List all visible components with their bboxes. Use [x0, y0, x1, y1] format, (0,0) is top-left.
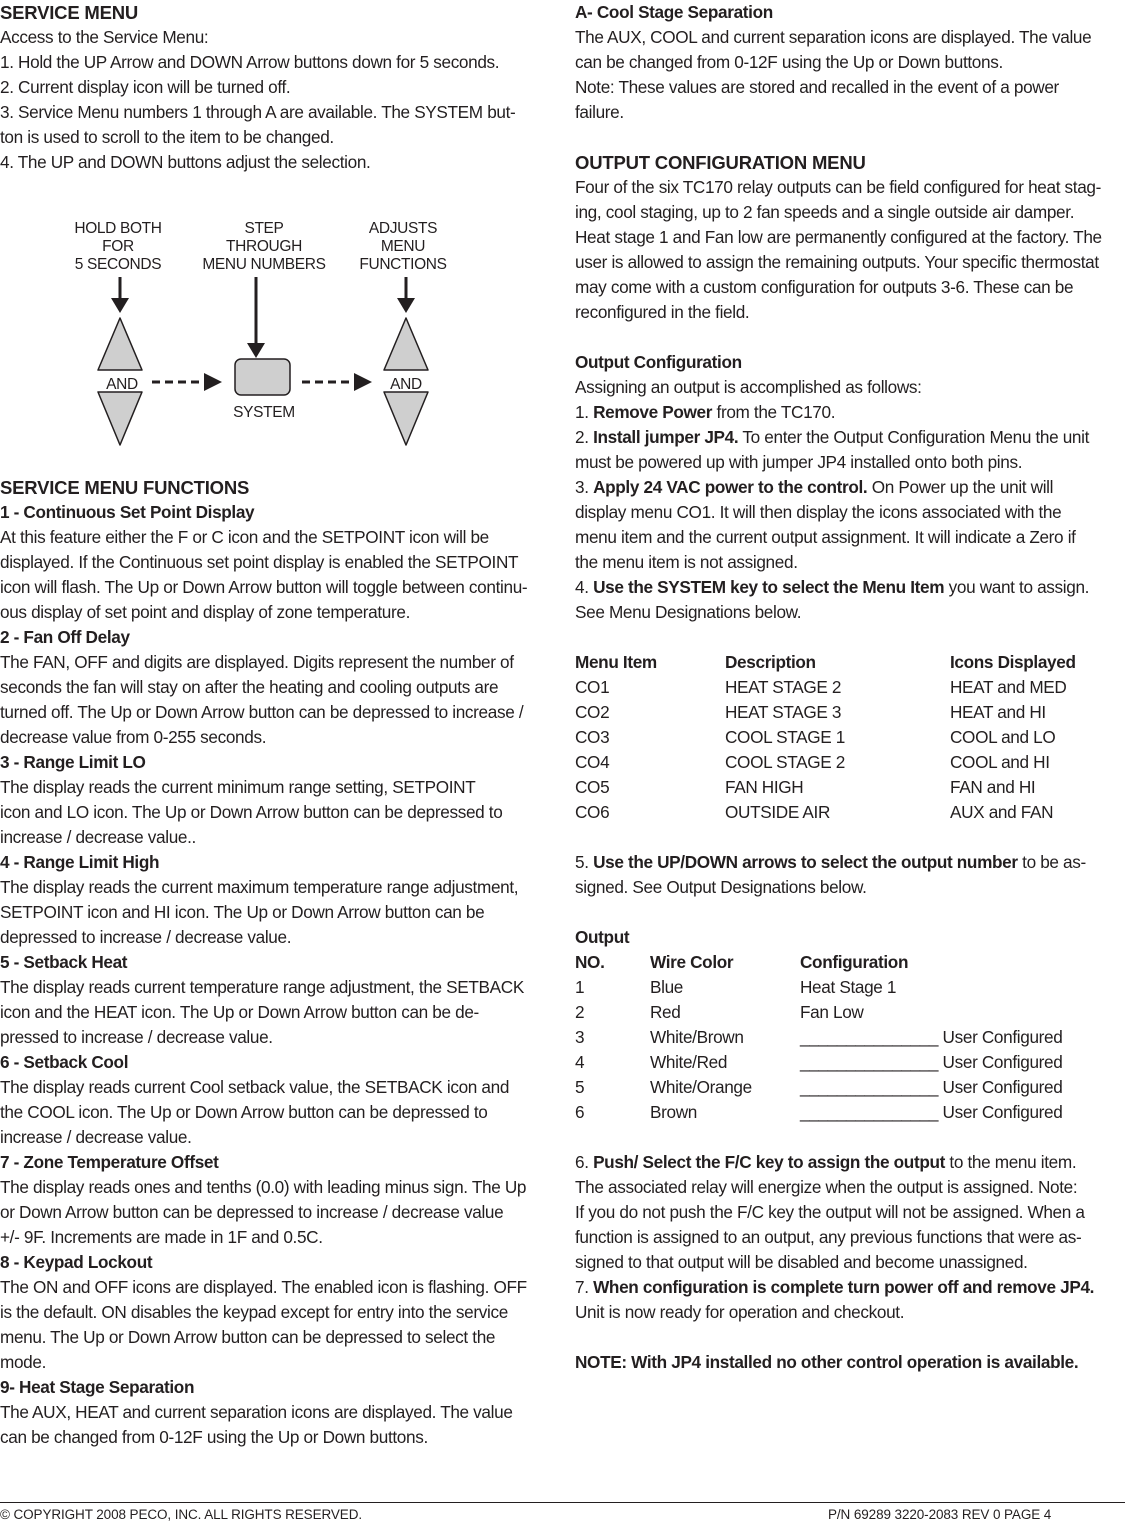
config-step-4-cont: See Menu Designations below.	[575, 602, 802, 622]
function-line: displayed. If the Continuous set point display is enabled the SETPOINT	[0, 552, 519, 572]
table-row	[575, 1050, 1125, 1075]
down-arrow-button[interactable]	[384, 392, 428, 445]
table-cell: COOL and HI	[950, 752, 1050, 772]
config-step-6-cont: If you do not push the F/C key the output will not be assigned. When a	[575, 1202, 1085, 1222]
label-adjust-line: ADJUSTS	[368, 220, 438, 237]
right-column	[575, 0, 1125, 1375]
label-hold-line: 5 SECONDS	[74, 256, 162, 273]
function-line: At this feature either the F or C icon and the SETPOINT icon will be	[0, 527, 489, 547]
jp4-note: NOTE: With JP4 installed no other control operation is available.	[575, 1352, 1079, 1372]
function-line: depressed to increase / decrease value.	[0, 927, 292, 947]
service-menu-heading: SERVICE MENU	[0, 2, 139, 23]
service-step: ton is used to scroll to the item to be changed.	[0, 127, 334, 147]
function-line: The ON and OFF icons are displayed. The enabled icon is flashing. OFF	[0, 1277, 527, 1297]
config-step-7-cont: Unit is now ready for operation and checkout.	[575, 1302, 905, 1322]
output-config-intro: Assigning an output is accomplished as follows:	[575, 377, 922, 397]
config-step-3-cont: the menu item is not assigned.	[575, 552, 798, 572]
table-row	[575, 1000, 1125, 1025]
table-cell: Brown	[650, 1102, 697, 1122]
table-cell: _______________ User Configured	[800, 1077, 1063, 1097]
left-column	[0, 0, 552, 1450]
functions-heading: SERVICE MENU FUNCTIONS	[0, 477, 250, 498]
table-cell: White/Red	[650, 1052, 728, 1072]
function-title: 9- Heat Stage Separation	[0, 1377, 195, 1397]
label-step-line: MENU NUMBERS	[202, 256, 326, 273]
function-line: SETPOINT icon and HI icon. The Up or Down Arrow button can be	[0, 902, 485, 922]
function-title: 6 - Setback Cool	[0, 1052, 129, 1072]
table-row	[575, 775, 1125, 800]
dashed-arrow-icon	[302, 373, 372, 391]
function-title: 7 - Zone Temperature Offset	[0, 1152, 219, 1172]
table-cell: 5	[575, 1077, 585, 1097]
function-line: can be changed from 0-12F using the Up or Down buttons.	[0, 1427, 428, 1447]
function-title: 3 - Range Limit LO	[0, 752, 146, 772]
table-cell: Icons Displayed	[950, 652, 1076, 672]
cool-stage-line: can be changed from 0-12F using the Up or Down buttons.	[575, 52, 1003, 72]
table-cell: 1	[575, 977, 585, 997]
table-row	[575, 750, 1125, 775]
table-cell: Fan Low	[800, 1002, 864, 1022]
table-cell: HEAT and HI	[950, 702, 1046, 722]
function-title: 8 - Keypad Lockout	[0, 1252, 153, 1272]
function-line: The display reads current Cool setback value, the SETBACK icon and	[0, 1077, 510, 1097]
table-cell: 3	[575, 1027, 585, 1047]
button-diagram	[0, 190, 552, 470]
function-line: icon and the HEAT icon. The Up or Down Arrow button can be de-	[0, 1002, 479, 1022]
function-line: The FAN, OFF and digits are displayed. Digits represent the number of	[0, 652, 514, 672]
table-cell: Configuration	[800, 952, 909, 972]
table-cell: AUX and FAN	[950, 802, 1054, 822]
table-cell: Description	[725, 652, 816, 672]
config-step-6-cont: function is assigned to an output, any previous functions that were as-	[575, 1227, 1082, 1247]
table-row	[575, 1075, 1125, 1100]
functions-list	[0, 500, 552, 1450]
config-step-3: 3. Apply 24 VAC power to the control. On Power up the unit will	[575, 477, 1054, 497]
table-cell: HEAT STAGE 3	[725, 702, 842, 722]
function-line: the COOL icon. The Up or Down Arrow button can be depressed to	[0, 1102, 488, 1122]
table-row	[575, 700, 1125, 725]
service-menu-intro: Access to the Service Menu:	[0, 27, 209, 47]
table-cell: Blue	[650, 977, 684, 997]
table-cell: White/Brown	[650, 1027, 744, 1047]
table-cell: White/Orange	[650, 1077, 752, 1097]
service-step: 2. Current display icon will be turned off.	[0, 77, 291, 97]
label-hold-line: HOLD BOTH	[74, 220, 162, 237]
table-row	[575, 975, 1125, 1000]
function-line: increase / decrease value.	[0, 1127, 192, 1147]
function-line: or Down Arrow button can be depressed to increase / decrease value	[0, 1202, 504, 1222]
table-row	[575, 1100, 1125, 1125]
table-cell: CO4	[575, 752, 610, 772]
config-step-7: 7. When configuration is complete turn power off and remove JP4.	[575, 1277, 1095, 1297]
down-arrow-button[interactable]	[98, 392, 142, 445]
service-step: 1. Hold the UP Arrow and DOWN Arrow buttons down for 5 seconds.	[0, 52, 500, 72]
arrow-down-icon	[397, 277, 415, 313]
table-cell: FAN HIGH	[725, 777, 804, 797]
up-arrow-button[interactable]	[384, 318, 428, 370]
function-line: turned off. The Up or Down Arrow button can be depressed to increase /	[0, 702, 524, 722]
table-cell: COOL STAGE 2	[725, 752, 845, 772]
table-cell: CO6	[575, 802, 610, 822]
function-line: ous display of set point and display of zone temperature.	[0, 602, 410, 622]
output-menu-line: Heat stage 1 and Fan low are permanently configured at the factory. The	[575, 227, 1102, 247]
output-menu-line: Four of the six TC170 relay outputs can be field configured for heat stag-	[575, 177, 1102, 197]
table-row	[575, 1025, 1125, 1050]
function-title: 5 - Setback Heat	[0, 952, 128, 972]
table-cell: 2	[575, 1002, 585, 1022]
table-cell: Red	[650, 1002, 681, 1022]
cool-stage-title: A- Cool Stage Separation	[575, 2, 773, 22]
output-menu-heading: OUTPUT CONFIGURATION MENU	[575, 152, 866, 173]
table-cell: HEAT STAGE 2	[725, 677, 842, 697]
footer-copyright: © COPYRIGHT 2008 PECO, INC. ALL RIGHTS RESERVED.	[0, 1507, 363, 1522]
config-step-5: 5. Use the UP/DOWN arrows to select the output number to be as-	[575, 852, 1086, 872]
config-step-2-cont: must be powered up with jumper JP4 installed onto both pins.	[575, 452, 1023, 472]
table-header-row	[575, 650, 1125, 675]
config-step-4: 4. Use the SYSTEM key to select the Menu Item you want to assign.	[575, 577, 1090, 597]
config-step-3-cont: display menu CO1. It will then display the icons associated with the	[575, 502, 1062, 522]
label-step-line: THROUGH	[226, 238, 302, 255]
table-cell: Wire Color	[650, 952, 734, 972]
service-step: 4. The UP and DOWN buttons adjust the selection.	[0, 152, 371, 172]
function-line: is the default. ON disables the keypad except for entry into the service	[0, 1302, 508, 1322]
function-line: menu. The Up or Down Arrow button can be depressed to select the	[0, 1327, 496, 1347]
table-cell: FAN and HI	[950, 777, 1036, 797]
function-line: The display reads ones and tenths (0.0) with leading minus sign. The Up	[0, 1177, 527, 1197]
table-cell: CO1	[575, 677, 610, 697]
config-step-6-cont: The associated relay will energize when the output is assigned. Note:	[575, 1177, 1078, 1197]
function-line: icon and LO icon. The Up or Down Arrow button can be depressed to	[0, 802, 503, 822]
config-step-3-cont: menu item and the current output assignment. It will indicate a Zero if	[575, 527, 1076, 547]
config-step-6-cont: signed to that output will be disabled and become unassigned.	[575, 1252, 1028, 1272]
function-line: increase / decrease value..	[0, 827, 196, 847]
table-cell: COOL and LO	[950, 727, 1056, 747]
cool-stage-line: Note: These values are stored and recalled in the event of a power	[575, 77, 1059, 97]
function-line: The AUX, HEAT and current separation icons are displayed. The value	[0, 1402, 513, 1422]
table-row	[575, 725, 1125, 750]
table-row	[575, 675, 1125, 700]
function-title: 1 - Continuous Set Point Display	[0, 502, 255, 522]
footer-divider	[0, 1502, 1125, 1503]
table-cell: CO2	[575, 702, 610, 722]
table-cell: 6	[575, 1102, 585, 1122]
table-cell: _______________ User Configured	[800, 1052, 1063, 1072]
function-title: 4 - Range Limit High	[0, 852, 160, 872]
config-step-6: 6. Push/ Select the F/C key to assign the output to the menu item.	[575, 1152, 1077, 1172]
output-table-header-top: Output	[575, 927, 630, 947]
cool-stage-line: failure.	[575, 102, 624, 122]
config-step-5-cont: signed. See Output Designations below.	[575, 877, 867, 897]
menu-designations-table	[575, 650, 1125, 825]
cool-stage-line: The AUX, COOL and current separation icons are displayed. The value	[575, 27, 1092, 47]
label-hold-line: FOR	[102, 238, 134, 255]
function-line: decrease value from 0-255 seconds.	[0, 727, 267, 747]
function-line: seconds the fan will stay on after the heating and cooling outputs are	[0, 677, 499, 697]
function-line: mode.	[0, 1352, 47, 1372]
table-cell: 4	[575, 1052, 585, 1072]
system-label: SYSTEM	[233, 404, 295, 421]
table-header-row	[575, 950, 1125, 975]
label-step-line: STEP	[244, 220, 284, 237]
table-cell: Menu Item	[575, 652, 657, 672]
table-cell: CO5	[575, 777, 610, 797]
table-cell: COOL STAGE 1	[725, 727, 845, 747]
table-cell: CO3	[575, 727, 610, 747]
function-line: The display reads the current minimum range setting, SETPOINT	[0, 777, 476, 797]
and-label: AND	[106, 376, 138, 393]
function-title: 2 - Fan Off Delay	[0, 627, 130, 647]
function-line: The display reads current temperature range adjustment, the SETBACK	[0, 977, 524, 997]
function-line: pressed to increase / decrease value.	[0, 1027, 273, 1047]
output-designations-table	[575, 950, 1125, 1125]
service-step: 3. Service Menu numbers 1 through A are available. The SYSTEM but-	[0, 102, 516, 122]
output-menu-line: reconfigured in the field.	[575, 302, 750, 322]
arrow-down-icon	[111, 277, 129, 313]
table-cell: _______________ User Configured	[800, 1102, 1063, 1122]
table-cell: HEAT and MED	[950, 677, 1067, 697]
output-menu-line: may come with a custom configuration for outputs 3-6. These can be	[575, 277, 1074, 297]
table-cell: Heat Stage 1	[800, 977, 897, 997]
output-menu-line: ing, cool staging, up to 2 fan speeds and a single outside air damper.	[575, 202, 1075, 222]
label-adjust-line: MENU	[380, 238, 426, 255]
function-line: icon will flash. The Up or Down Arrow button will toggle between continu-	[0, 577, 528, 597]
label-adjust-line: FUNCTIONS	[359, 256, 447, 273]
table-row	[575, 800, 1125, 825]
output-menu-line: user is allowed to assign the remaining outputs. Your specific thermostat	[575, 252, 1099, 272]
table-cell: OUTSIDE AIR	[725, 802, 831, 822]
arrow-down-icon	[247, 277, 265, 358]
function-line: +/- 9F. Increments are made in 1F and 0.5C.	[0, 1227, 323, 1247]
and-label: AND	[390, 376, 422, 393]
output-config-title: Output Configuration	[575, 352, 742, 372]
up-arrow-button[interactable]	[98, 318, 142, 370]
config-step-2: 2. Install jumper JP4. To enter the Output Configuration Menu the unit	[575, 427, 1090, 447]
function-line: The display reads the current maximum temperature range adjustment,	[0, 877, 519, 897]
table-cell: NO.	[575, 952, 605, 972]
system-button[interactable]	[235, 359, 290, 395]
table-cell: _______________ User Configured	[800, 1027, 1063, 1047]
dashed-arrow-icon	[152, 373, 222, 391]
footer-part-number: P/N 69289 3220-2083 REV 0 PAGE 4	[828, 1507, 1052, 1522]
config-step-1: 1. Remove Power from the TC170.	[575, 402, 836, 422]
